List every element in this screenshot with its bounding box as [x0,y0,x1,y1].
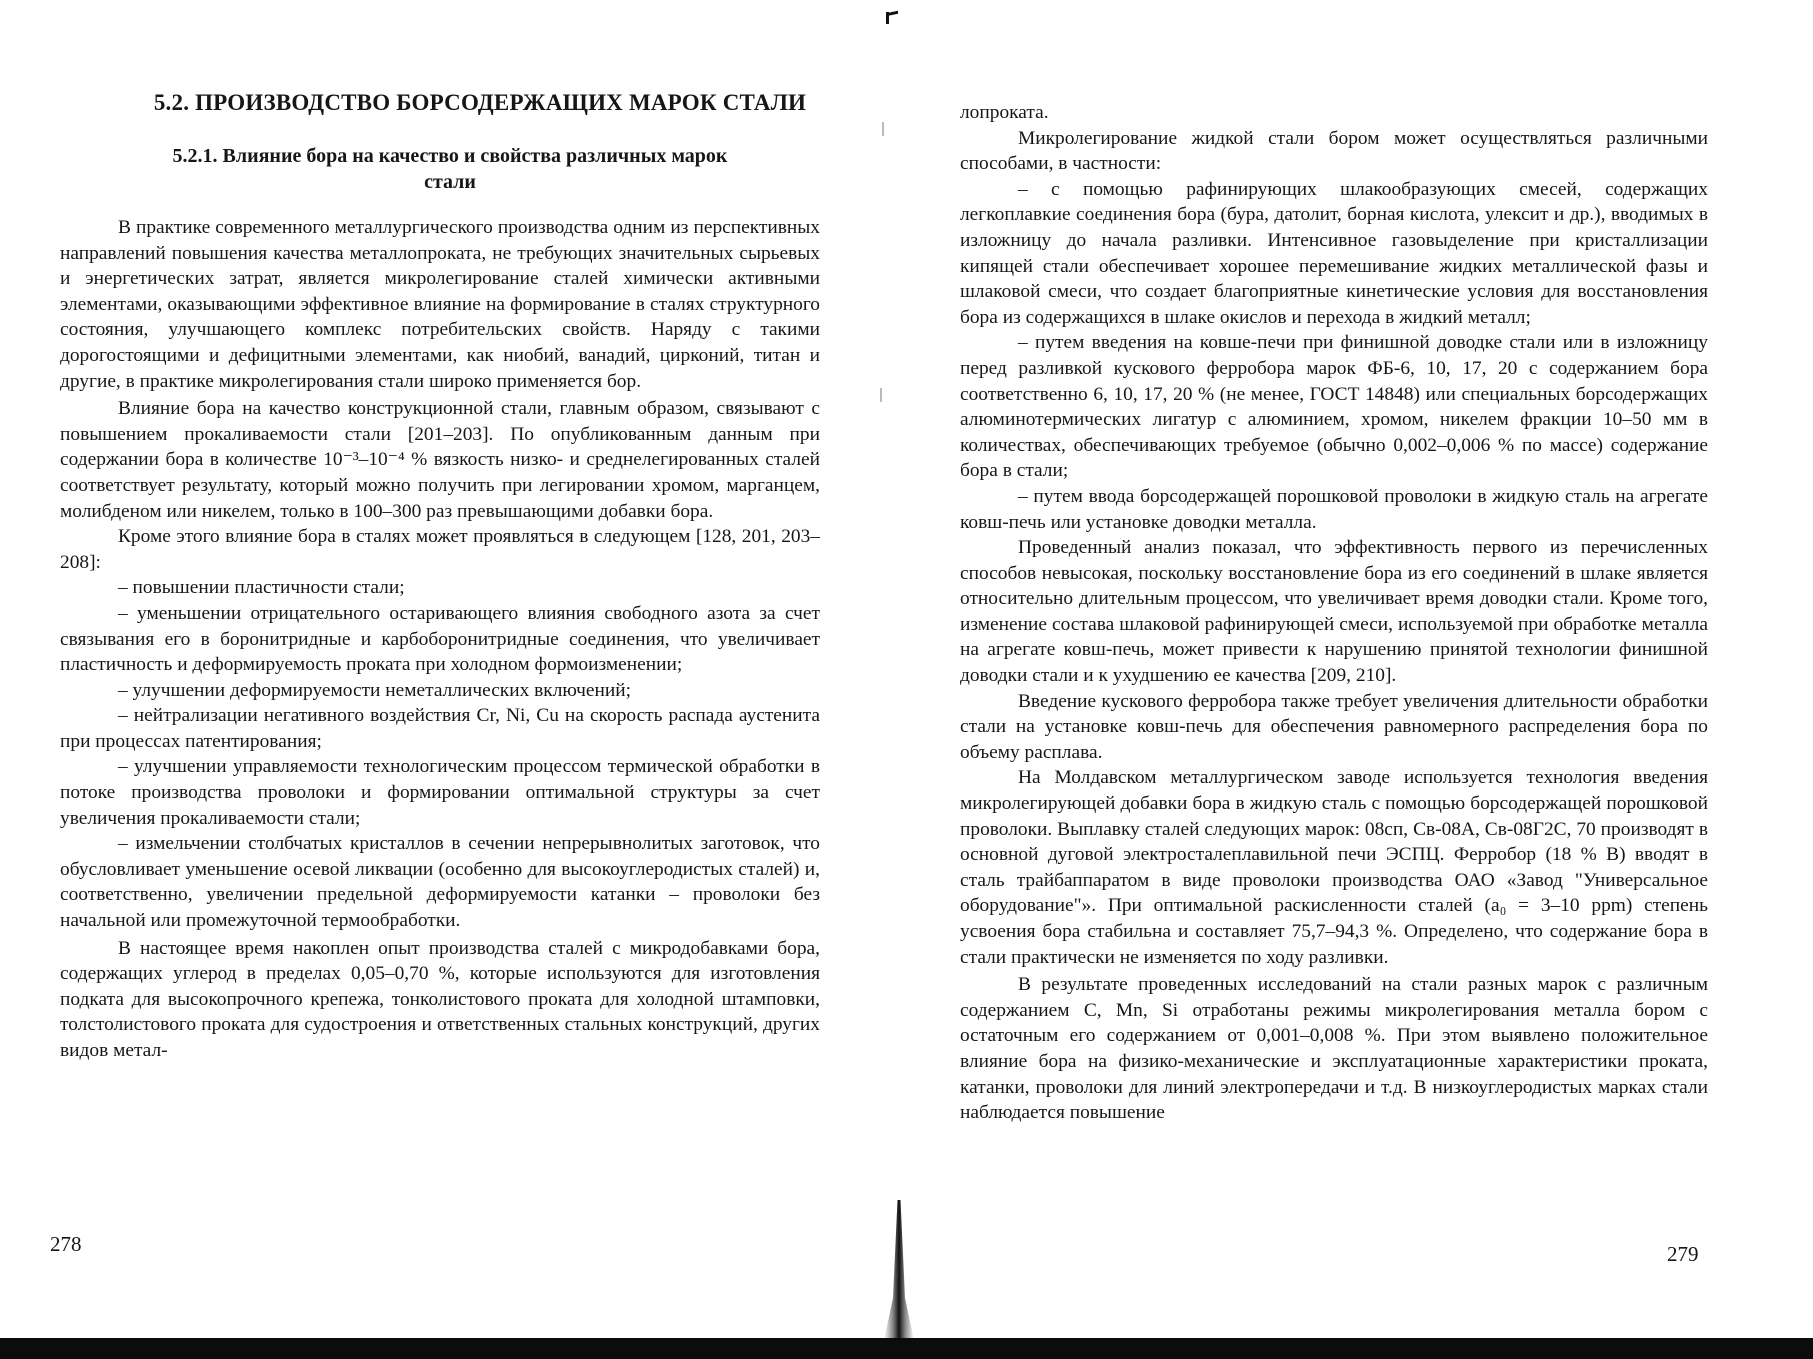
paragraph: Влияние бора на качество конструкционной стали, главным образом, связывают с повышением прокаливаемости стали [201–203]. По опубликованным данным при содержании бора в количестве 10⁻³–10⁻⁴ % вязкость низко- и среднелегированных сталей соответствует результату, который можно получить при легировании хромом, марганцем, молибденом или никелем, только в 100–300 раз превышающими добавки бора. [60,398,820,522]
list-item: – нейтрализации негативного воздействия Cr, Ni, Cu на скорость распада аустенита при процессах патентирования; [60,705,820,752]
scan-corner-mark-icon [884,10,898,24]
right-body-text [960,100,1708,1126]
book-spine-shadow [884,1200,914,1340]
scan-tick-icon [882,122,884,136]
page-number-right: 279 [1667,1242,1699,1266]
paragraph: На Молдавском металлургическом заводе используется технология введения микролегирующей добавки бора в жидкую сталь с помощью борсодержащей порошковой проволоки. Выплавку сталей следующих марок: 08сп, Св-08А, Св-08Г2С, 70 производят в основной дуговой электросталеплавильной печи ЭСПЦ. Ферробор (18 % B) вводят в сталь трайбаппаратом в виде проволоки производства ОАО «Завод "Универсальное оборудование"». При оптимальной раскисленности сталей (a₀ = 3–10 ppm) степень усвоения бора стабильна и составляет 75,7–94,3 %. Определено, что содержание бора в стали практически не изменяется по ходу разливки. [960,767,1708,968]
paragraph: Микролегирование жидкой стали бором может осуществляться различными способами, в частности: [960,127,1708,175]
list-item: – улучшении деформируемости неметаллических включений; [118,679,632,701]
paragraph: В результате проведенных исследований на стали разных марок с различным содержанием C, Mn, Si отработаны режимы микролегирования металла бором с остаточным его содержанием от 0,001–0,008 %. При этом выявлено положительное влияние бора на физико-механические и эксплуатационные характеристики проката, катанки, проволоки для линий электропередачи и т.д. В низкоуглеродистых марках стали наблюдается повышение [960,974,1708,1124]
scan-tick-icon [880,388,882,402]
paragraph: В практике современного металлургического производства одним из перспективных направлений повышения качества металлопроката, не требующих значительных сырьевых и энергетических затрат, является микролегирование сталей химически активными элементами, оказывающими эффективное влияние на формирование в сталях структурного состояния, улучшающего комплекс потребительских свойств. Наряду с такими дорогостоящими и дефицитными элементами, как ниобий, ванадий, цирконий, титан и другие, в практике микролегирования стали широко применяется бор. [60,217,820,392]
list-item: – путем введения на ковше-печи при финишной доводке стали или в изложницу перед разливкой кускового ферробора марок ФБ-6, 10, 17, 20 с содержанием бора соответственно 6, 10, 17, 20 % (не менее, ГОСТ 14848) или специальных борсодержащих алюминотермических лигатур с алюминием, хромом, никелем фракции 10–50 мм в количествах, обеспечивающих требуемое (обычно 0,002–0,006 % по массе) содержание бора в стали; [960,332,1708,482]
paragraph: лопроката. [960,102,1049,123]
scan-bottom-edge [0,1338,1813,1359]
list-item: – путем ввода борсодержащей порошковой проволоки в жидкую сталь на агрегате ковш-печь или установке доводки металла. [960,485,1708,533]
list-item: – повышении пластичности стали; [118,577,405,599]
paragraph: Введение кускового ферробора также требует увеличения длительности обработки стали на установке ковш-печь для обеспечения равномерного распределения бора по объему расплава. [960,690,1708,763]
list-item: – уменьшении отрицательного остаривающего влияния свободного азота за счет связывания его в боронитридные и карбоборонитридные соединения, что увеличивает пластичность и деформируемость проката при холодном формоизменении; [60,602,820,676]
paragraph: В настоящее время накоплен опыт производства сталей с микродобавками бора, содержащих углерод в пределах 0,05–0,70 %, которые используются для изготовления подката для высокопрочного крепежа, тонколистового проката для холодной штамповки, толстолистового проката для судостроения и ответственных стальных конструкций, других видов метал- [60,937,820,1061]
paragraph: Кроме этого влияние бора в сталях может проявляться в следующем [128, 201, 203–208]: [60,526,820,573]
list-item: – измельчении столбчатых кристаллов в сечении непрерывнолитых заготовок, что обусловливает уменьшение осевой ликвации (особенно для высокоуглеродистых сталей) и, соответственно, увеличении предельной деформируемости катанки – проволоки без начальной или промежуточной термообработки. [60,833,820,932]
list-item: – улучшении управляемости технологическим процессом термической обработки в потоке производства проволоки и формировании оптимальной структуры за счет увеличения прокаливаемости стали; [60,756,820,829]
list-item: – с помощью рафинирующих шлакообразующих смесей, содержащих легкоплавкие соединения бора (бура, датолит, борная кислота, улексит и др.), вводимых в изложницу до начала разливки. Интенсивное газовыделение при кристаллизации кипящей стали обеспечивает хорошее перемешивание жидких металлической фазы и шлаковой смеси, что создает благоприятные кинетические условия для восстановления бора из содержащихся в шлаке окислов и перехода в жидкий металл; [960,178,1708,328]
section-heading: 5.2. ПРОИЗВОДСТВО БОРСОДЕРЖАЩИХ МАРОК СТАЛИ [153,90,807,115]
page-number-left: 278 [50,1232,82,1256]
subsection-heading: 5.2.1. Влияние бора на качество и свойства различных марок стали [172,145,728,193]
left-body-text [60,215,820,1064]
paragraph: Проведенный анализ показал, что эффективность первого из перечисленных способов невысокая, поскольку восстановление бора из его соединений в шлаке является относительно длительным процессом, что увеличивает время доводки стали. Кроме того, изменение состава шлаковой рафинирующей смеси, используемой при обработке металла на агрегате ковш-печь, может привести к нарушению принятой технологии финишной доводки стали и к ухудшению ее качества [209, 210]. [960,537,1708,687]
